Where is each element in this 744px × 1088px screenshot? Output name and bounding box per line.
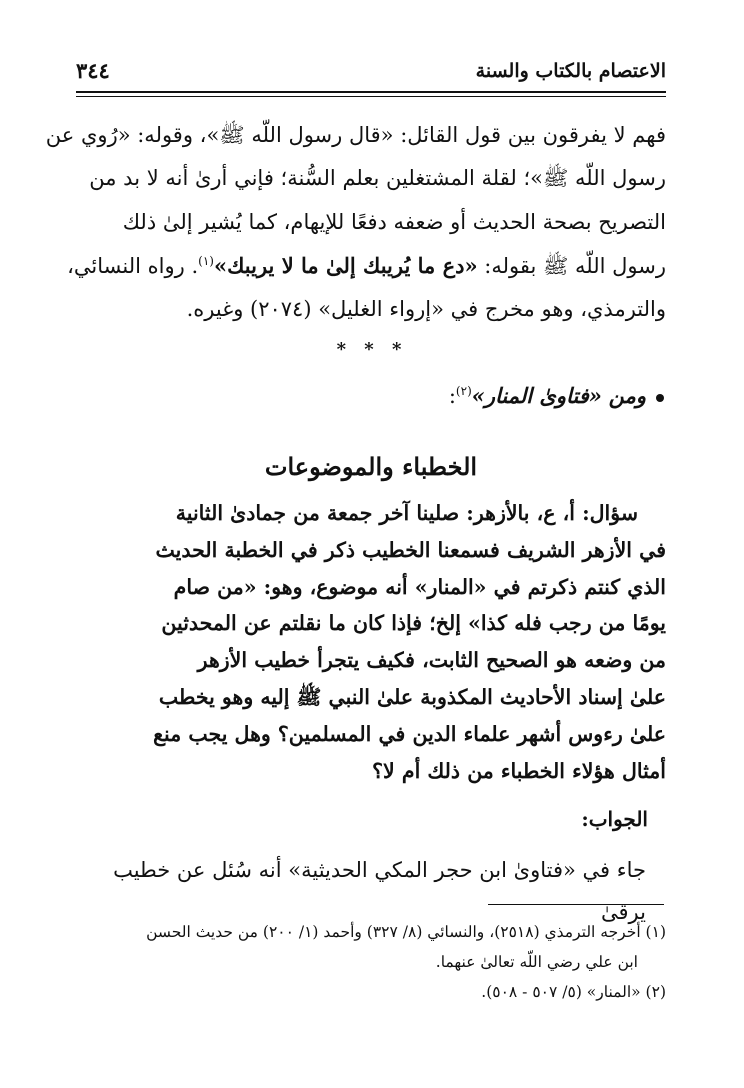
source-intro: [449, 376, 664, 416]
question-line: من وضعه هو الصحيح الثابت، فكيف يتجرأ خطيب الأزهر: [197, 648, 666, 673]
paragraph-line: فهم لا يفرقون بين قول القائل: «قال رسول اللّه ﷺ»، وقوله: «رُوي عن: [45, 123, 666, 147]
answer-label: الجواب:: [581, 807, 648, 831]
question-line: الذي كنتم ذكرتم في «المنار» أنه موضوع، وهو: «من صام: [173, 574, 666, 599]
section-heading: الخطباء والموضوعات: [264, 452, 478, 481]
source-colon: :: [448, 384, 456, 408]
section-separator: * * *: [336, 339, 408, 360]
footnote-1: (١) أخرجه الترمذي (٢٥١٨)، والنسائي (٨/ ٣٢٧) وأحمد (١/ ٢٠٠) من حديث الحسن: [146, 923, 666, 941]
question-line: سؤال: أ، ع، بالأزهر: صلينا آخر جمعة من جمادىٰ الثانية: [175, 501, 638, 525]
page-header: [76, 55, 666, 87]
footnote-2: (٢) «المنار» (٥/ ٥٠٧ - ٥٠٨).: [481, 983, 666, 1001]
main-paragraph: [45, 114, 666, 331]
hadith-quote: «دع ما يُريبك إلىٰ ما لا يريبك»: [213, 252, 478, 278]
question-line: أمثال هؤلاء الخطباء من ذلك أم لا؟: [372, 758, 666, 783]
paragraph-line: رسول اللّه ﷺ»؛ لقلة المشتغلين بعلم السُّنة؛ فإني أرىٰ أنه لا بد من: [89, 166, 666, 191]
question-line: علىٰ إسناد الأحاديث المكذوبة علىٰ النبي ﷺ إليه وهو يخطب: [158, 684, 666, 709]
paragraph-line: والترمذي، وهو مخرج في «إرواء الغليل» (٢٠٧٤) وغيره.: [186, 297, 666, 322]
source-prefix: ومن: [608, 383, 646, 408]
paragraph-line: التصريح بصحة الحديث أو ضعفه دفعًا للإيهام، كما يُشير إلىٰ ذلك: [122, 209, 666, 234]
footnote-ref-2: (٢): [455, 384, 472, 398]
answer-text: جاء في «فتاوىٰ ابن حجر المكي الحديثية» أنه سُئل عن خطيب يرقىٰ: [113, 858, 646, 924]
footnote-rule: [488, 904, 664, 905]
line-text: . رواه النسائي،: [67, 253, 199, 278]
question-block: [76, 495, 666, 789]
line-text: رسول اللّه ﷺ بقوله:: [477, 253, 666, 278]
paragraph-line: [67, 244, 666, 288]
source-title: «فتاوىٰ المنار»: [471, 383, 602, 408]
question-line: علىٰ رءوس أشهر علماء الدين في المسلمين؟ وهل يجب منع: [153, 721, 666, 746]
header-rule-thin: [76, 96, 666, 97]
page-number: ٣٤٤: [76, 58, 110, 83]
header-rule-thick: [76, 91, 666, 93]
bullet-icon: [656, 394, 664, 402]
footnote-ref-1: (١): [198, 253, 214, 268]
footnote-1-continuation: ابن علي رضي اللّه تعالىٰ عنهما.: [435, 953, 638, 971]
footnotes: [76, 917, 666, 1007]
question-line: يومًا من رجب فله كذا» إلخ؛ فإذا كان ما نقلتم عن المحدثين: [161, 611, 666, 636]
book-title: الاعتصام بالكتاب والسنة: [475, 60, 666, 82]
question-line: في الأزهر الشريف فسمعنا الخطيب ذكر في الخطبة الحديث: [155, 537, 666, 562]
